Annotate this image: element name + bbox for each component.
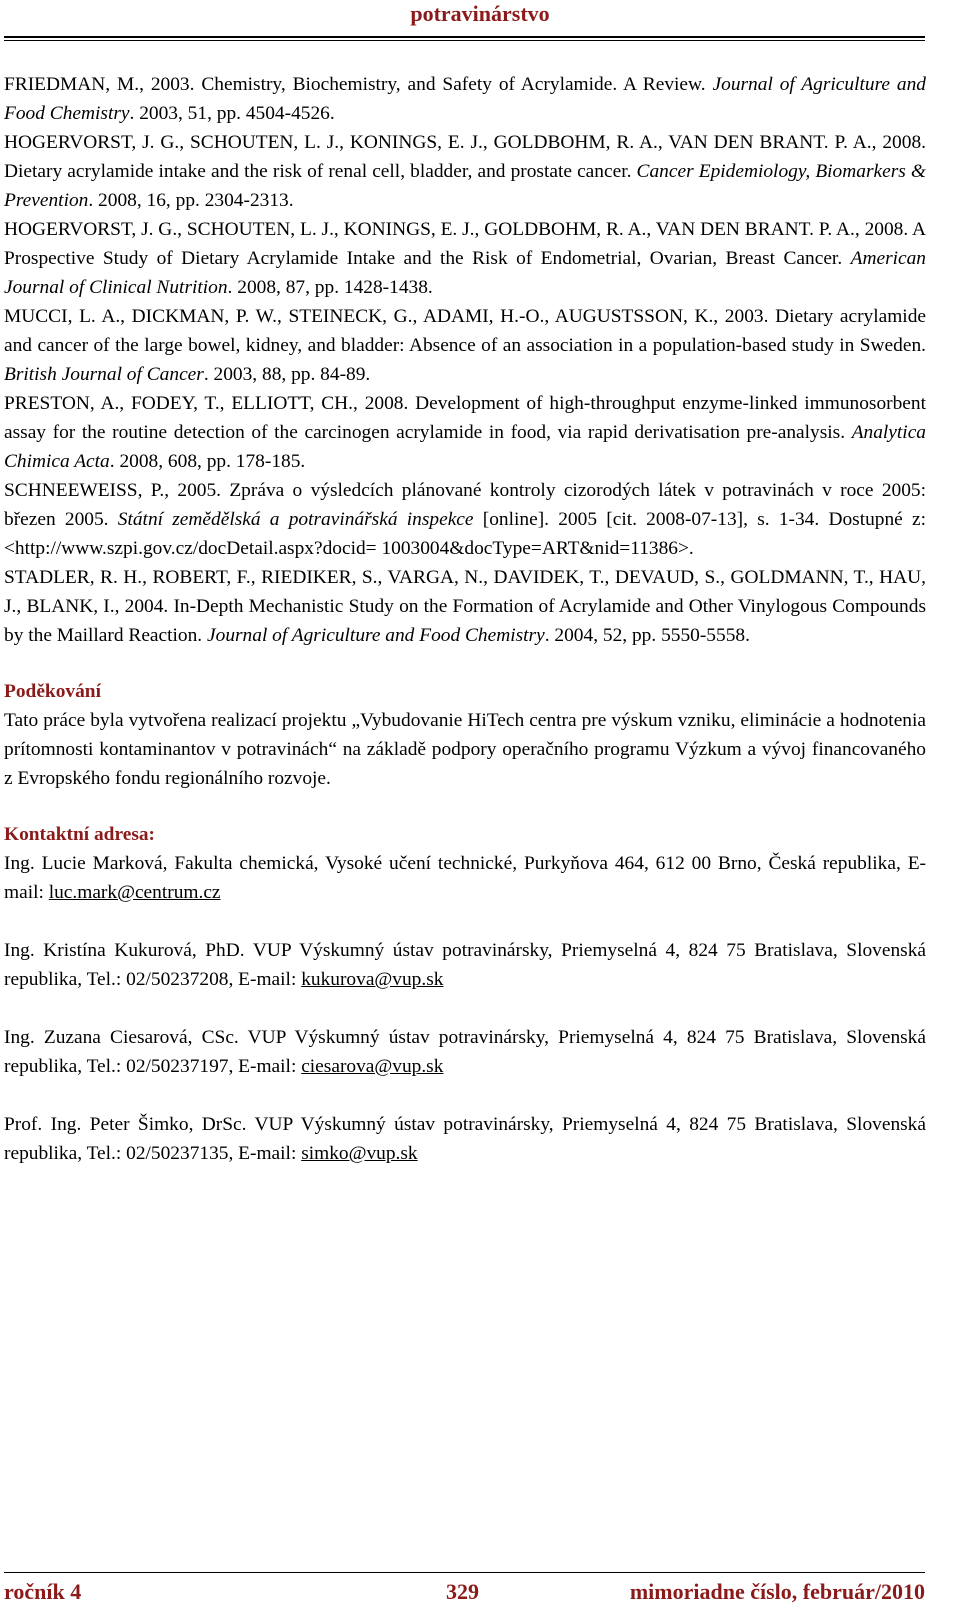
reference-item: [4, 563, 926, 650]
email-link[interactable]: simko@vup.sk: [301, 1143, 418, 1164]
reference-text: . 2008, 16, pp. 2304-2313.: [88, 190, 294, 211]
reference-item: [4, 476, 926, 563]
reference-source-title: Journal of Agriculture and Food Chemistry: [207, 625, 545, 646]
email-link[interactable]: kukurova@vup.sk: [301, 969, 444, 990]
contact-text: Prof. Ing. Peter Šimko, DrSc. VUP Výskumný ústav potravinársky, Priemyselná 4, 824 75 Bratislava, Slovenská republika, Tel.: 02/50237135, E-mail:: [4, 1114, 926, 1164]
reference-item: [4, 215, 926, 302]
reference-text: PRESTON, A., FODEY, T., ELLIOTT, CH., 2008. Development of high-throughput enzyme-linked immunosorbent assay for the routine detection of the carcinogen acrylamide in food, via rapid derivatisation pre-analysis.: [4, 393, 926, 443]
contact-heading: Kontaktní adresa:: [4, 824, 156, 845]
footer-divider: [4, 1572, 925, 1573]
reference-text: HOGERVORST, J. G., SCHOUTEN, L. J., KONINGS, E. J., GOLDBOHM, R. A., VAN DEN BRANT. P. A., 2008. A Prospective Study of Dietary Acrylamide Intake and the Risk of Endometrial, Ovarian, Breast Cancer.: [4, 219, 926, 269]
contact-text: Ing. Zuzana Ciesarová, CSc. VUP Výskumný ústav potravinársky, Priemyselná 4, 824 75 Bratislava, Slovenská republika, Tel.: 02/50237197, E-mail:: [4, 1027, 926, 1077]
reference-source-title: Analytica Chimica Acta: [4, 422, 926, 472]
reference-text: MUCCI, L. A., DICKMAN, P. W., STEINECK, G., ADAMI, H.-O., AUGUSTSSON, K., 2003. Dietary acrylamide and cancer of the large bowel, kidney, and bladder: Absence of an association in a population-based study in Sweden.: [4, 306, 926, 356]
reference-source-title: Státní zemědělská a potravinářská inspekce: [117, 509, 474, 530]
reference-text: [online]. 2005 [cit. 2008-07-13], s. 1-34. Dostupné z: <http://www.szpi.gov.cz/docDetail.aspx?docid= 1003004&docType=ART&nid=11386>.: [4, 509, 927, 559]
contact-address: [4, 1023, 926, 1081]
reference-list: [4, 70, 926, 650]
reference-text: HOGERVORST, J. G., SCHOUTEN, L. J., KONINGS, E. J., GOLDBOHM, R. A., VAN DEN BRANT. P. A., 2008. Dietary acrylamide intake and the risk of renal cell, bladder, and prostate cancer.: [4, 132, 926, 182]
reference-item: [4, 302, 926, 389]
reference-text: . 2008, 608, pp. 178-185.: [109, 451, 306, 472]
reference-text: . 2004, 52, pp. 5550-5558.: [544, 625, 750, 646]
reference-source-title: American Journal of Clinical Nutrition: [4, 248, 926, 298]
email-link[interactable]: ciesarova@vup.sk: [301, 1056, 444, 1077]
reference-text: . 2003, 51, pp. 4504-4526.: [129, 103, 335, 124]
reference-text: . 2003, 88, pp. 84-89.: [203, 364, 371, 385]
volume-label: ročník 4: [4, 1579, 82, 1604]
contact-text: Ing. Kristína Kukurová, PhD. VUP Výskumný ústav potravinársky, Priemyselná 4, 824 75 Bratislava, Slovenská republika, Tel.: 02/50237208, E-mail:: [4, 940, 926, 990]
reference-source-title: Cancer Epidemiology, Biomarkers & Prevention: [4, 161, 926, 211]
reference-item: [4, 128, 926, 215]
email-link[interactable]: luc.mark@centrum.cz: [48, 882, 221, 903]
contact-address: [4, 936, 926, 994]
reference-source-title: Journal of Agriculture and Food Chemistry: [4, 74, 926, 124]
contact-address: [4, 1110, 926, 1168]
reference-text: . 2008, 87, pp. 1428-1438.: [227, 277, 433, 298]
reference-text: STADLER, R. H., ROBERT, F., RIEDIKER, S., VARGA, N., DAVIDEK, T., DEVAUD, S., GOLDMANN, T., HAU, J., BLANK, I., 2004. In-Depth Mechanistic Study on the Formation of Acrylamide and Other Vinylogous Compounds by the Maillard Reaction.: [4, 567, 926, 646]
contact-list: [4, 849, 926, 1168]
journal-title: potravinárstvo: [410, 1, 550, 26]
reference-text: FRIEDMAN, M., 2003. Chemistry, Biochemistry, and Safety of Acrylamide. A Review.: [4, 74, 713, 95]
contact-address: [4, 849, 926, 907]
header-divider: [4, 36, 925, 41]
acknowledgement-heading: Poděkování: [4, 681, 101, 702]
contact-text: Ing. Lucie Marková, Fakulta chemická, Vysoké učení technické, Purkyňova 464, 612 00 Brno, Česká republika, E-mail:: [4, 853, 926, 903]
acknowledgement-text: Tato práce byla vytvořena realizací projektu „Vybudovanie HiTech centra pre výskum vzniku, eliminácie a hodnotenia prítomnosti kontaminantov v potravinách“ na základě podpory operačního programu Výzkum a vývoj financovaného z Evropského fondu regionálního rozvoje.: [4, 710, 926, 789]
reference-text: SCHNEEWEISS, P., 2005. Zpráva o výsledcích plánované kontroly cizorodých látek v potravinách v roce 2005: březen 2005.: [4, 480, 926, 530]
reference-item: [4, 70, 926, 128]
issue-label: mimoriadne číslo, február/2010: [629, 1579, 925, 1604]
page-content: [4, 70, 926, 1168]
reference-source-title: British Journal of Cancer: [4, 364, 204, 385]
page-footer: [4, 1579, 925, 1609]
page-header: [0, 0, 960, 40]
reference-item: [4, 389, 926, 476]
page-number: 329: [446, 1579, 479, 1604]
